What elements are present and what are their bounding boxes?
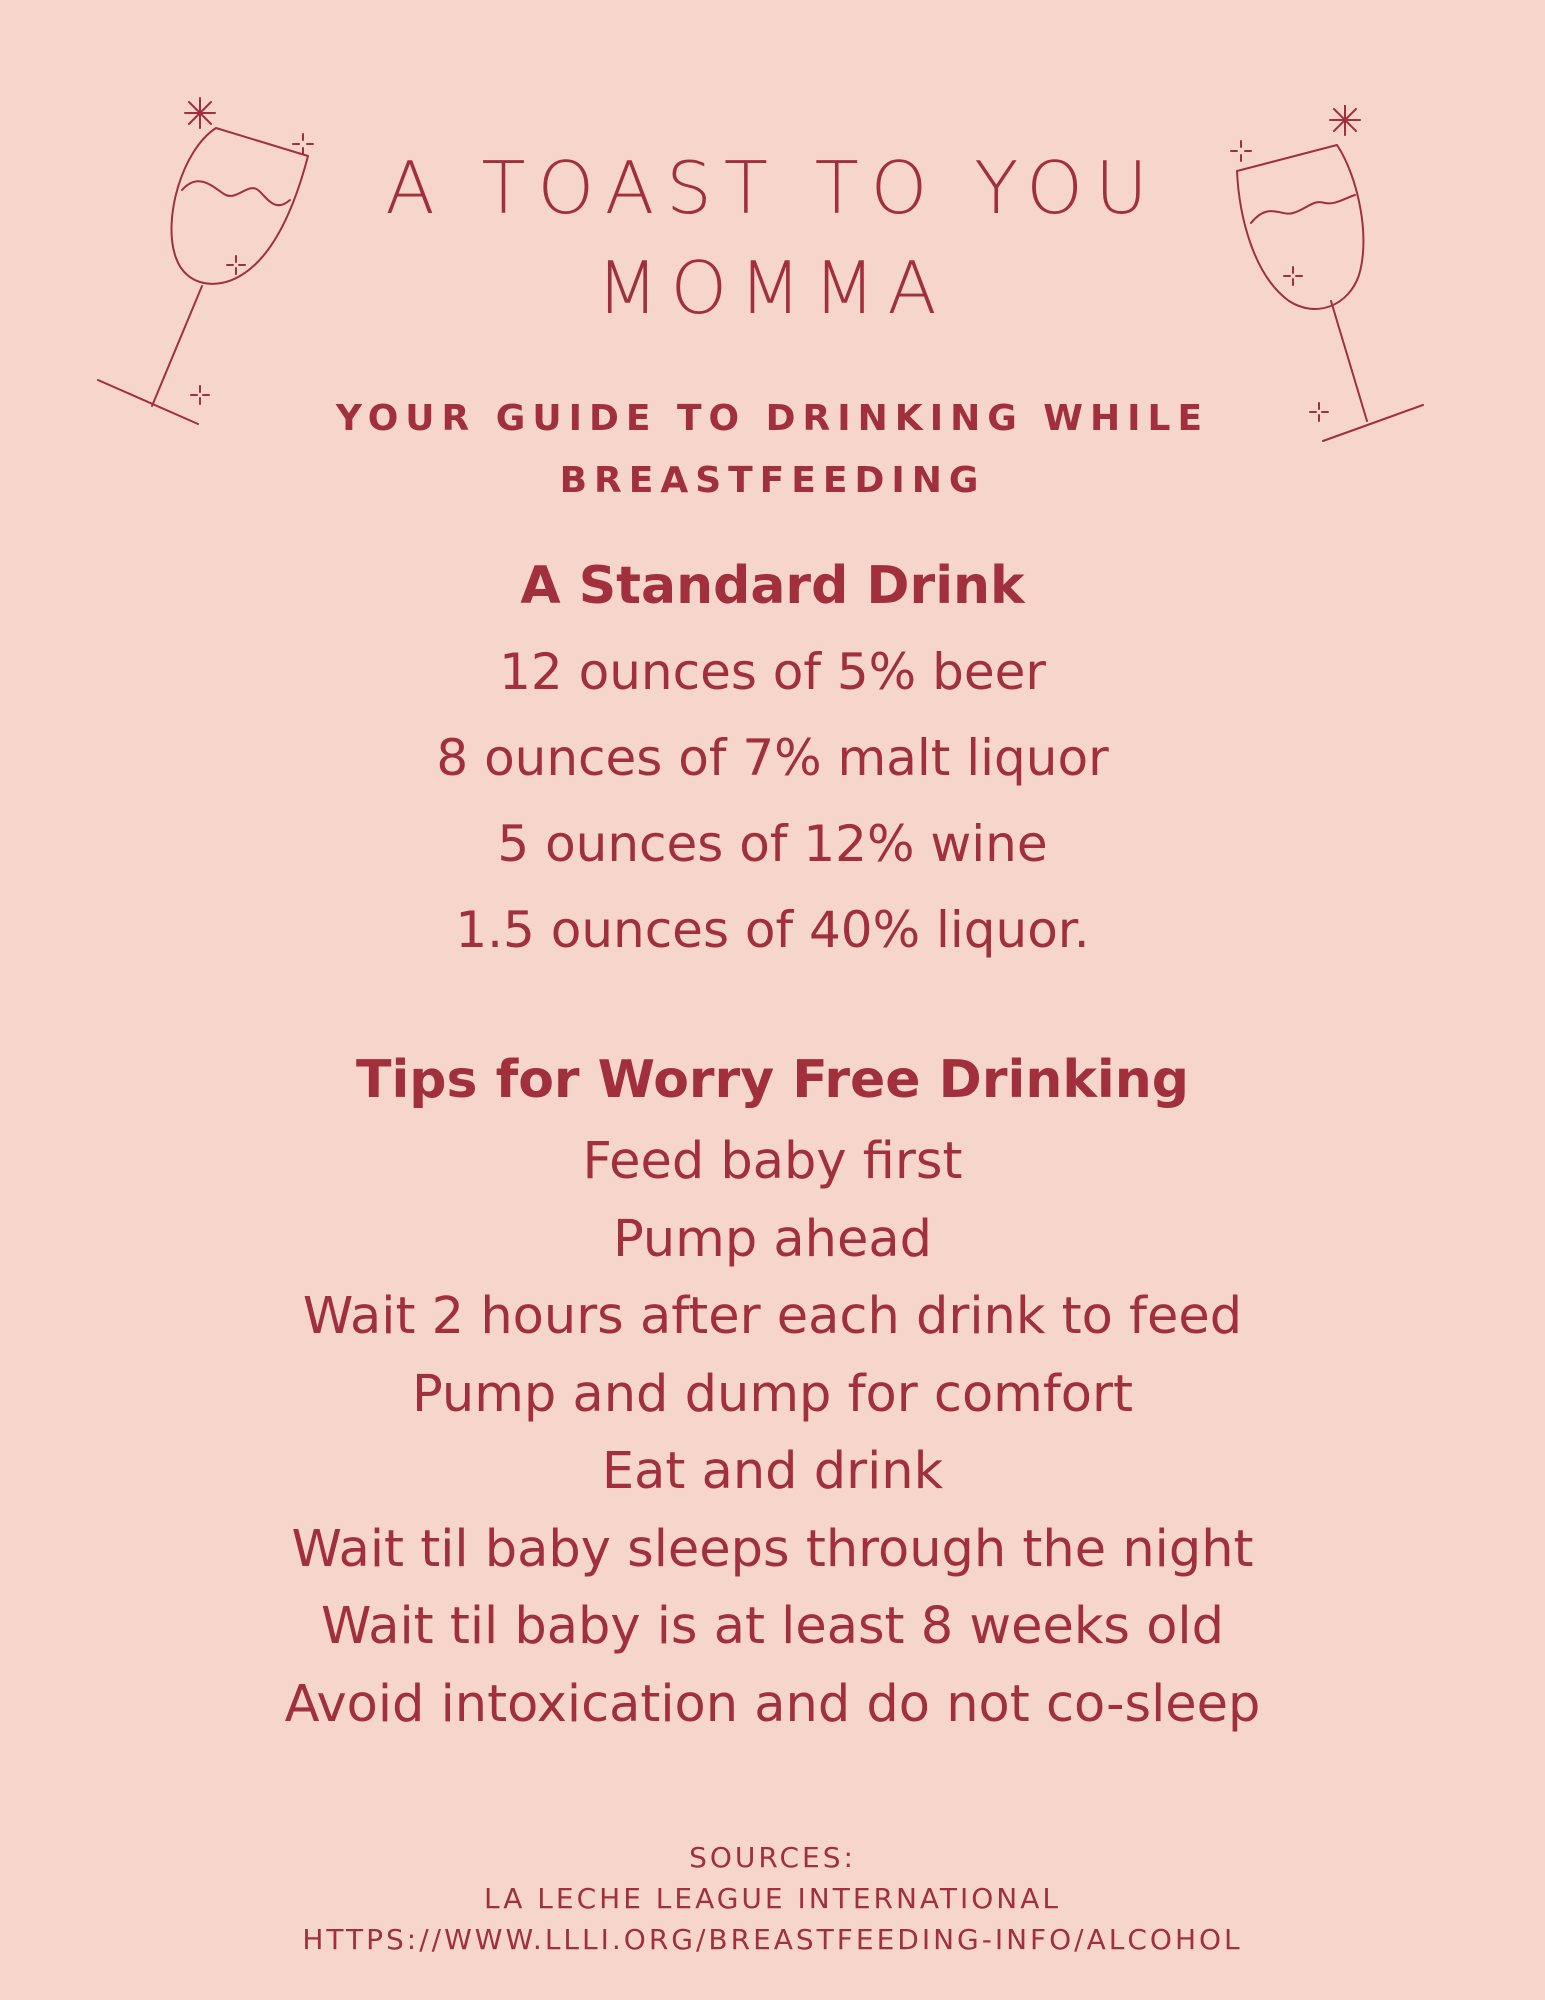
bubble-sparkle-icon xyxy=(227,256,245,274)
list-item: Avoid intoxication and do not co-sleep xyxy=(284,1674,1261,1734)
list-item: Wait til baby sleeps through the night xyxy=(291,1519,1254,1579)
list-item: 12 ounces of 5% beer xyxy=(499,643,1046,701)
sparkle-icon xyxy=(191,386,209,404)
sparkle-icon xyxy=(293,134,313,154)
list-item: 8 ounces of 7% malt liquor xyxy=(436,729,1109,787)
sparkle-icon xyxy=(1330,105,1360,135)
sources-label: SOURCES: xyxy=(689,1841,856,1874)
sources-url: HTTPS://WWW.LLLI.ORG/BREASTFEEDING-INFO/ALCOHOL xyxy=(302,1923,1243,1956)
sparkle-icon xyxy=(185,98,215,128)
list-item: Wait til baby is at least 8 weeks old xyxy=(321,1597,1224,1656)
page-title xyxy=(320,138,1225,338)
list-item: 5 ounces of 12% wine xyxy=(497,815,1048,873)
tips-section xyxy=(0,1037,1545,1743)
sparkle-icon xyxy=(1310,403,1328,421)
tips-heading: Tips for Worry Free Drinking xyxy=(356,1050,1189,1110)
subtitle-line-2: BREASTFEEDING xyxy=(559,460,986,501)
sparkle-icon xyxy=(1231,141,1251,161)
standard-drink-heading: A Standard Drink xyxy=(520,556,1025,616)
title-line-2: MOMMA xyxy=(596,246,949,330)
list-item: Feed baby first xyxy=(582,1132,963,1191)
standard-drink-section xyxy=(0,543,1545,973)
list-item: Pump ahead xyxy=(612,1209,933,1269)
list-item: Pump and dump for comfort xyxy=(412,1364,1133,1424)
bubble-sparkle-icon xyxy=(1284,267,1302,285)
list-item: Wait 2 hours after each drink to feed xyxy=(302,1287,1243,1346)
standard-drink-list xyxy=(0,629,1545,973)
page-subtitle xyxy=(270,388,1275,512)
subtitle-line-1: YOUR GUIDE TO DRINKING WHILE xyxy=(335,398,1210,439)
sources-organization: LA LECHE LEAGUE INTERNATIONAL xyxy=(484,1882,1061,1915)
tips-list xyxy=(0,1123,1545,1743)
sources-footer xyxy=(0,1837,1545,1960)
list-item: 1.5 ounces of 40% liquor. xyxy=(455,901,1090,959)
list-item: Eat and drink xyxy=(601,1442,944,1501)
title-line-1: A TOAST TO YOU xyxy=(385,146,1160,230)
